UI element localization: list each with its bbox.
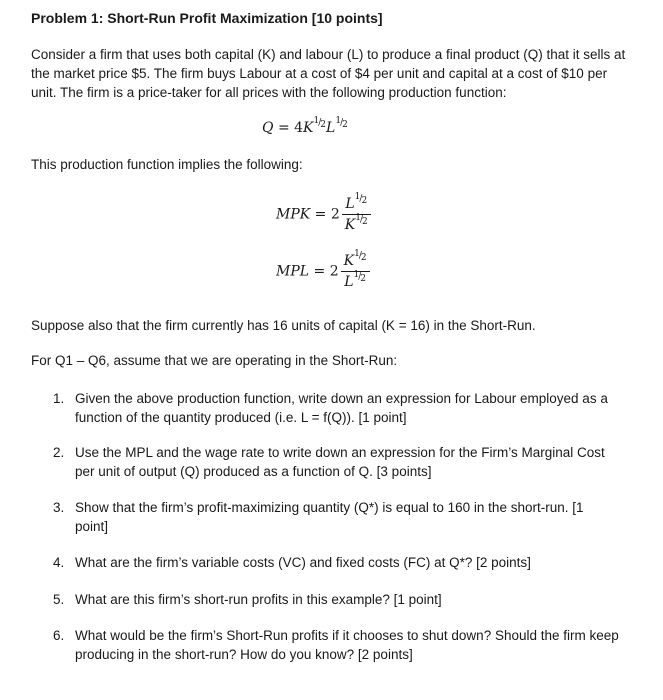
question-text: What are this firm’s short-run profits in this example? [1 point] xyxy=(75,592,442,607)
pf-var-k: K xyxy=(303,120,314,136)
mpk-equals: = xyxy=(314,206,327,223)
mpk-equation xyxy=(276,192,371,233)
intro-paragraph: Consider a firm that uses both capital (K) and labour (L) to produce a final product (Q) that it sells at the market price $5. The firm buys Labour at a cost of $4 per unit and capital at a cost of $10 per unit. The firm is a price-taker for all prices with the following production function: xyxy=(31,47,626,100)
pf-lhs: Q xyxy=(262,120,274,136)
for-q-text: For Q1 – Q6, assume that we are operating in the Short-Run: xyxy=(31,353,398,368)
implies-text: This production function implies the following: xyxy=(31,157,303,172)
mpk-coef: 2 xyxy=(330,206,340,223)
question-text: What would be the firm’s Short-Run profits if it chooses to shut down? Should the firm keep producing in the short-run? How do you know? [2 points] xyxy=(75,628,619,662)
question-number: 4. xyxy=(53,555,65,570)
question-number: 2. xyxy=(53,445,65,460)
mpl-lhs: MPL xyxy=(276,263,310,280)
question-number: 5. xyxy=(53,592,65,607)
production-function xyxy=(262,116,348,136)
mpk-fraction: $\frac{L^{1/2}}{K^{1/2}}$ xyxy=(342,196,371,233)
question-text: Use the MPL and the wage rate to write down an expression for the Firm’s Marginal Cost per unit of output (Q) produced as a function of Q. [3 points] xyxy=(75,445,605,479)
pf-equals: = xyxy=(277,120,290,136)
mpk-lhs: MPK xyxy=(276,206,311,223)
pf-var-l: L xyxy=(326,120,336,136)
question-number: 3. xyxy=(53,500,65,515)
question-number: 6. xyxy=(53,628,65,643)
mpl-equation xyxy=(276,249,370,290)
question-text: What are the firm’s variable costs (VC) and fixed costs (FC) at Q*? [2 points] xyxy=(75,555,531,570)
mpl-equals: = xyxy=(313,263,326,280)
question-text: Show that the firm’s profit-maximizing quantity (Q*) is equal to 160 in the short-run. [1 point] xyxy=(75,500,584,534)
mpl-coef: 2 xyxy=(329,263,339,280)
pf-coef: 4 xyxy=(294,120,304,136)
pf-exp-k: 1/2 xyxy=(313,116,327,130)
capital-text: Suppose also that the firm currently has 16 units of capital (K = 16) in the Short-Run. xyxy=(31,318,536,333)
pf-exp-l: 1/2 xyxy=(335,116,348,130)
problem-title: Problem 1: Short-Run Profit Maximization [10 points] xyxy=(31,10,383,26)
mpl-fraction: $\frac{K^{1/2}}{L^{1/2}}$ xyxy=(341,253,370,290)
question-text: Given the above production function, write down an expression for Labour employed as a function of the quantity produced (i.e. L = f(Q)). [1 point] xyxy=(75,391,608,425)
question-number: 1. xyxy=(53,391,65,406)
